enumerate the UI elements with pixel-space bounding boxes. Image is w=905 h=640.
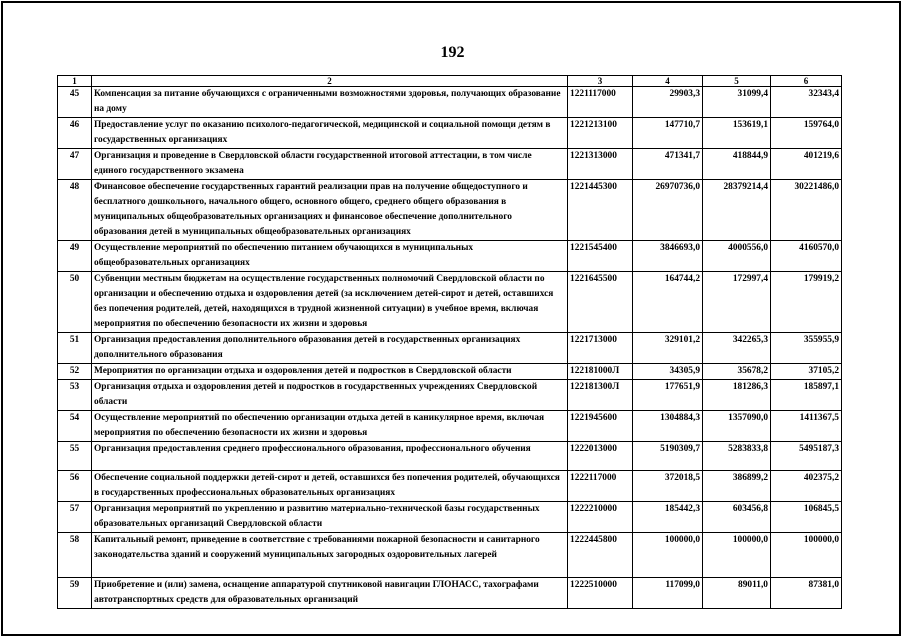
row-value-col6: 159764,0 xyxy=(771,118,842,149)
row-code: 1222510000 xyxy=(568,578,633,609)
table-row xyxy=(58,411,842,442)
column-header: 1 xyxy=(58,76,92,87)
row-value-col5: 181286,3 xyxy=(703,380,771,411)
row-number: 47 xyxy=(58,149,92,180)
row-code: 122181300Л xyxy=(568,380,633,411)
row-code: 1222117000 xyxy=(568,471,633,502)
row-value-col4: 117099,0 xyxy=(633,578,703,609)
row-name: Капитальный ремонт, приведение в соответствие с требованиями пожарной безопасности и санитарного законодательства зданий и сооружений муниципальных загородных оздоровительных лагерей xyxy=(92,533,568,578)
row-code: 1222210000 xyxy=(568,502,633,533)
row-value-col4: 29903,3 xyxy=(633,87,703,118)
row-code: 122181000Л xyxy=(568,364,633,380)
row-value-col4: 471341,7 xyxy=(633,149,703,180)
row-value-col5: 28379214,4 xyxy=(703,180,771,241)
row-number: 52 xyxy=(58,364,92,380)
table-row xyxy=(58,471,842,502)
table-row xyxy=(58,380,842,411)
table-row xyxy=(58,502,842,533)
row-value-col4: 3846693,0 xyxy=(633,241,703,272)
row-number: 49 xyxy=(58,241,92,272)
row-value-col6: 4160570,0 xyxy=(771,241,842,272)
row-value-col6: 106845,5 xyxy=(771,502,842,533)
row-number: 54 xyxy=(58,411,92,442)
row-number: 58 xyxy=(58,533,92,578)
row-code: 1222445800 xyxy=(568,533,633,578)
row-value-col5: 603456,8 xyxy=(703,502,771,533)
row-value-col4: 5190309,7 xyxy=(633,442,703,471)
column-header: 4 xyxy=(633,76,703,87)
row-value-col5: 153619,1 xyxy=(703,118,771,149)
row-code: 1221213100 xyxy=(568,118,633,149)
row-name: Приобретение и (или) замена, оснащение аппаратурой спутниковой навигации ГЛОНАСС, тахографами автотранспортных средств для образовательных организаций xyxy=(92,578,568,609)
row-number: 48 xyxy=(58,180,92,241)
row-value-col6: 1411367,5 xyxy=(771,411,842,442)
table-header-row xyxy=(58,76,842,87)
row-value-col5: 386899,2 xyxy=(703,471,771,502)
row-value-col6: 87381,0 xyxy=(771,578,842,609)
row-code: 1221117000 xyxy=(568,87,633,118)
row-name: Предоставление услуг по оказанию психолого-педагогической, медицинской и социальной помощи детям в государственных организациях xyxy=(92,118,568,149)
row-value-col5: 5283833,8 xyxy=(703,442,771,471)
row-value-col4: 147710,7 xyxy=(633,118,703,149)
table-row xyxy=(58,364,842,380)
row-value-col4: 164744,2 xyxy=(633,272,703,333)
row-number: 46 xyxy=(58,118,92,149)
row-name: Организация предоставления дополнительного образования детей в государственных организациях дополнительного образования xyxy=(92,333,568,364)
row-code: 1222013000 xyxy=(568,442,633,471)
row-value-col5: 100000,0 xyxy=(703,533,771,578)
row-value-col5: 172997,4 xyxy=(703,272,771,333)
row-value-col5: 35678,2 xyxy=(703,364,771,380)
row-value-col6: 355955,9 xyxy=(771,333,842,364)
row-value-col4: 372018,5 xyxy=(633,471,703,502)
row-value-col5: 31099,4 xyxy=(703,87,771,118)
row-value-col6: 32343,4 xyxy=(771,87,842,118)
row-code: 1221313000 xyxy=(568,149,633,180)
row-value-col5: 342265,3 xyxy=(703,333,771,364)
table-row xyxy=(58,533,842,578)
table-row xyxy=(58,442,842,471)
row-value-col6: 5495187,3 xyxy=(771,442,842,471)
page-number: 192 xyxy=(440,44,465,61)
row-number: 45 xyxy=(58,87,92,118)
row-name: Организация предоставления среднего профессионального образования, профессионального обучения xyxy=(92,442,568,471)
row-value-col6: 100000,0 xyxy=(771,533,842,578)
row-code: 1221445300 xyxy=(568,180,633,241)
row-code: 1221945600 xyxy=(568,411,633,442)
row-name: Финансовое обеспечение государственных гарантий реализации прав на получение общедоступного и бесплатного дошкольного, начального общего, основного общего, среднего общего образования в муниципальных общеобразовательных организациях и финансовое обеспечение дополнительного образования детей в муниципальных общеобразовательных организациях xyxy=(92,180,568,241)
row-value-col6: 30221486,0 xyxy=(771,180,842,241)
table-row xyxy=(58,149,842,180)
row-value-col4: 329101,2 xyxy=(633,333,703,364)
row-name: Компенсация за питание обучающихся с ограниченными возможностями здоровья, получающих образование на дому xyxy=(92,87,568,118)
row-name: Осуществление мероприятий по обеспечению питанием обучающихся в муниципальных общеобразовательных организациях xyxy=(92,241,568,272)
row-value-col5: 4000556,0 xyxy=(703,241,771,272)
table-row xyxy=(58,118,842,149)
row-code: 1221545400 xyxy=(568,241,633,272)
row-value-col4: 34305,9 xyxy=(633,364,703,380)
column-header: 2 xyxy=(92,76,568,87)
row-name: Субвенции местным бюджетам на осуществление государственных полномочий Свердловской области по организации и обеспечению отдыха и оздоровления детей (за исключением детей-сирот и детей, оставшихся без попечения родителей, детей, находящихся в трудной жизненной ситуации) в учебное время, включая мероприятия по обеспечению безопасности их жизни и здоровья xyxy=(92,272,568,333)
row-value-col6: 179919,2 xyxy=(771,272,842,333)
row-name: Организация отдыха и оздоровления детей и подростков в государственных учреждениях Свердловской области xyxy=(92,380,568,411)
row-value-col6: 185897,1 xyxy=(771,380,842,411)
row-code: 1221645500 xyxy=(568,272,633,333)
table-row xyxy=(58,578,842,609)
row-name: Обеспечение социальной поддержки детей-сирот и детей, оставшихся без попечения родителей, обучающихся в государственных профессиональных образовательных организациях xyxy=(92,471,568,502)
row-value-col6: 401219,6 xyxy=(771,149,842,180)
row-value-col4: 100000,0 xyxy=(633,533,703,578)
budget-table xyxy=(57,75,842,609)
column-header: 3 xyxy=(568,76,633,87)
row-value-col6: 37105,2 xyxy=(771,364,842,380)
row-value-col4: 1304884,3 xyxy=(633,411,703,442)
row-number: 56 xyxy=(58,471,92,502)
row-value-col5: 418844,9 xyxy=(703,149,771,180)
row-number: 51 xyxy=(58,333,92,364)
table-row xyxy=(58,87,842,118)
table-row xyxy=(58,333,842,364)
row-value-col4: 26970736,0 xyxy=(633,180,703,241)
row-name: Осуществление мероприятий по обеспечению организации отдыха детей в каникулярное время, включая мероприятия по обеспечению безопасности их жизни и здоровья xyxy=(92,411,568,442)
row-number: 50 xyxy=(58,272,92,333)
row-value-col5: 1357090,0 xyxy=(703,411,771,442)
table-row xyxy=(58,272,842,333)
row-number: 57 xyxy=(58,502,92,533)
row-name: Мероприятия по организации отдыха и оздоровления детей и подростков в Свердловской области xyxy=(92,364,568,380)
column-header: 6 xyxy=(771,76,842,87)
column-header: 5 xyxy=(703,76,771,87)
table-row xyxy=(58,180,842,241)
row-value-col4: 177651,9 xyxy=(633,380,703,411)
row-name: Организация и проведение в Свердловской области государственной итоговой аттестации, в том числе единого государственного экзамена xyxy=(92,149,568,180)
row-value-col6: 402375,2 xyxy=(771,471,842,502)
row-value-col5: 89011,0 xyxy=(703,578,771,609)
row-number: 59 xyxy=(58,578,92,609)
row-code: 1221713000 xyxy=(568,333,633,364)
row-name: Организация мероприятий по укреплению и развитию материально-технической базы государственных образовательных организаций Свердловской области xyxy=(92,502,568,533)
row-number: 53 xyxy=(58,380,92,411)
row-number: 55 xyxy=(58,442,92,471)
row-value-col4: 185442,3 xyxy=(633,502,703,533)
table-row xyxy=(58,241,842,272)
